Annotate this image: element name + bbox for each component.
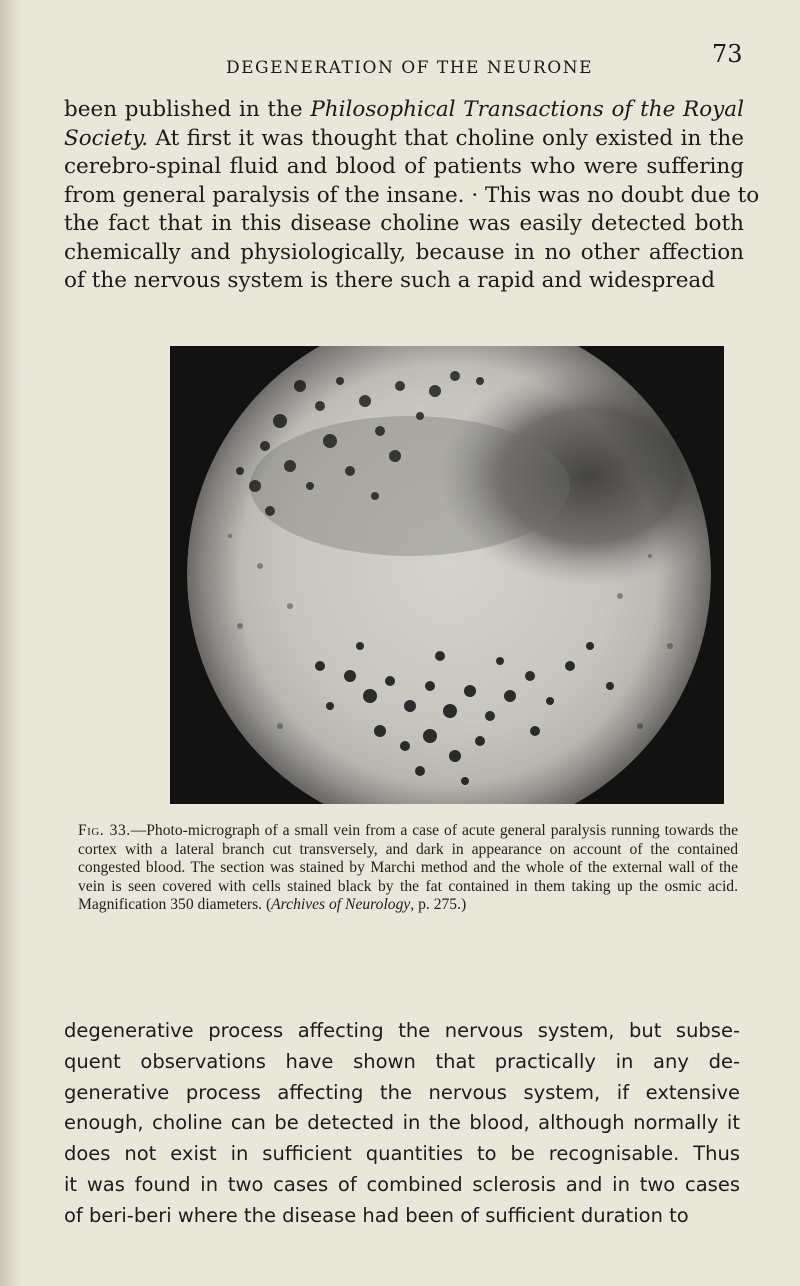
page-number: 73 [712, 40, 743, 68]
line-text: been published in the [64, 97, 311, 122]
bottom-paragraph-line: quent observations have shown that practically in any de- [64, 1049, 740, 1073]
top-paragraph-line [64, 125, 744, 154]
running-head-title: DEGENERATION OF THE NEURONE [226, 58, 593, 78]
top-paragraph [64, 96, 760, 296]
bottom-paragraph-line: enough, choline can be detected in the blood, although normally it [64, 1111, 740, 1135]
top-paragraph-line: of the nervous system is there such a rapid and widespread [64, 268, 716, 293]
caption-text: —Photo-micrograph of a small vein from a case of acute general paralysis running towards the cortex with a lateral branch cut transversely, and dark in appearance on account of the contained congested blood. The section was stained by Marchi method and the whole of the external wall of the vein is seen covered with cells stained black by the fat contained in them taking up the osmic acid. Magnification 350 diameters. ( [78, 822, 738, 913]
bottom-paragraph-line: of beri-beri where the disease had been of sufficient duration to [64, 1203, 689, 1227]
bottom-paragraph-line: generative process affecting the nervous system, if extensive [64, 1080, 740, 1104]
italic-journal-title: Philosophical Transactions of the Royal [310, 97, 744, 122]
photomicrograph-figure [170, 346, 724, 804]
top-paragraph-line: chemically and physiologically, because in no other affection [64, 239, 744, 265]
line-text: At first it was thought that choline only existed in the [148, 125, 744, 151]
caption-citation-tail: , p. 275.) [410, 896, 467, 913]
top-paragraph-line: from general paralysis of the insane. · This was no doubt due to [64, 182, 760, 208]
bottom-paragraph-line: degenerative process affecting the nervous system, but subse- [64, 1019, 740, 1042]
italic-journal-title-cont: Society. [64, 125, 149, 151]
caption-citation: Archives of Neurology [271, 896, 411, 913]
bottom-paragraph-line: does not exist in sufficient quantities to be recognisable. Thus [64, 1142, 740, 1166]
top-paragraph-line [64, 96, 744, 125]
figure-label: Fig. 33. [78, 822, 131, 839]
bottom-paragraph-line: it was found in two cases of combined sclerosis and in two cases [64, 1172, 740, 1196]
top-paragraph-line: the fact that in this disease choline was easily detected both [64, 211, 744, 236]
figure-caption [78, 822, 738, 915]
top-paragraph-line: cerebro-spinal fluid and blood of patients who were suffering [64, 154, 744, 179]
bottom-paragraph [64, 1016, 740, 1232]
photomicrograph-image [170, 346, 724, 804]
